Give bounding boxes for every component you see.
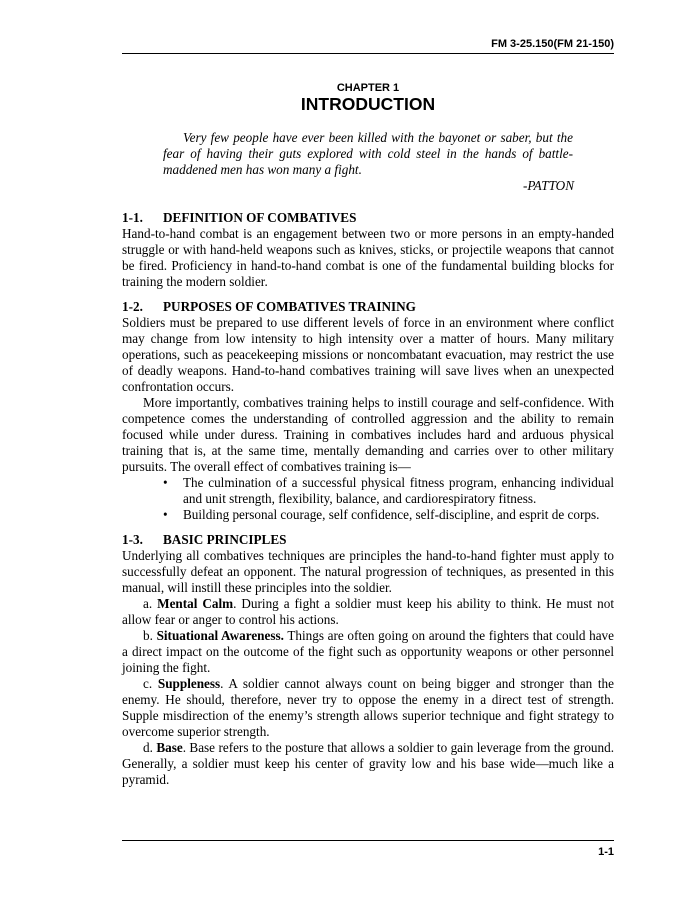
footer-rule xyxy=(122,840,614,841)
chapter-label: CHAPTER 1 xyxy=(336,82,400,94)
list-item xyxy=(163,475,614,507)
epigraph-attribution: -PATTON xyxy=(522,178,574,193)
section-number: 1-2. xyxy=(122,299,143,314)
bullet-icon: • xyxy=(163,475,168,490)
item-term: Situational Awareness. xyxy=(156,628,284,643)
section-title: BASIC PRINCIPLES xyxy=(163,532,287,547)
epigraph-text: Very few people have ever been killed with the bayonet or saber, but the fear of having their guts explored with cold steel in the hands of battle-maddened men has won many a fight. xyxy=(163,130,573,177)
section-definition xyxy=(122,210,614,290)
document-body xyxy=(122,210,614,788)
paragraph: More importantly, combatives training helps to instill courage and self-confidence. With competence comes the understanding of controlled aggression and the ability to remain focused while under duress. Training in combatives includes hard and arduous physical training that is, at the same time, mentally demanding and carries over to other military pursuits. The overall effect of combatives training is— xyxy=(122,395,614,474)
item-letter: d. xyxy=(143,740,153,755)
principle-item xyxy=(122,596,614,628)
item-letter: b. xyxy=(143,628,153,643)
document-id: FM 3-25.150(FM 21-150) xyxy=(491,38,614,50)
chapter-title: INTRODUCTION xyxy=(300,94,436,114)
item-letter: c. xyxy=(143,676,153,691)
section-title: DEFINITION OF COMBATIVES xyxy=(163,210,357,225)
item-text: . Base refers to the posture that allows a soldier to gain leverage from the ground. Generally, a soldier must keep his center of gravity low and his base wide—much like a pyramid. xyxy=(122,740,615,787)
section-title: PURPOSES OF COMBATIVES TRAINING xyxy=(163,299,416,314)
paragraph: Underlying all combatives techniques are principles the hand-to-hand fighter must apply to successfully defeat an opponent. The natural progression of techniques, as presented in this manual, will instill these principles into the soldier. xyxy=(122,548,614,595)
item-text: . During a fight a soldier must keep his ability to think. He must not allow fear or anger to control his actions. xyxy=(122,596,614,627)
principle-item xyxy=(122,740,614,788)
item-term: Mental Calm xyxy=(157,596,234,611)
section-heading xyxy=(122,210,614,226)
item-term: Suppleness xyxy=(157,676,221,691)
bullet-list xyxy=(122,475,614,523)
paragraph: Soldiers must be prepared to use different levels of force in an environment where conflict may change from low intensity to high intensity over a matter of hours. Many military operations, such as peacekeeping missions or noncombatant evacuation, may restrict the use of deadly weapons. Hand-to-hand combatives training will save lives when an unexpected confrontation occurs. xyxy=(122,315,614,394)
principle-item xyxy=(122,628,614,676)
section-number: 1-3. xyxy=(122,532,143,547)
section-basic-principles xyxy=(122,532,614,788)
section-number: 1-1. xyxy=(122,210,143,225)
section-heading xyxy=(122,532,614,548)
header-rule xyxy=(122,53,614,54)
list-item-text: The culmination of a successful physical fitness program, enhancing individual and unit strength, flexibility, balance, and cardiorespiratory fitness. xyxy=(183,475,614,506)
section-purposes xyxy=(122,299,614,523)
list-item xyxy=(163,507,614,523)
paragraph: Hand-to-hand combat is an engagement between two or more persons in an empty-handed struggle or with hand-held weapons such as knives, sticks, or projectile weapons that cannot be fired. Proficiency in hand-to-hand combat is one of the fundamental building blocks for training the modern soldier. xyxy=(122,226,614,289)
item-text: . A soldier cannot always count on being bigger and stronger than the enemy. He should, therefore, never try to oppose the enemy in a direct test of strength. Supple misdirection of the enemy’s strength allows superior technique and fight strategy to overcome superior strength. xyxy=(122,676,615,739)
item-letter: a. xyxy=(143,596,153,611)
item-term: Base xyxy=(156,740,183,755)
section-heading xyxy=(122,299,614,315)
page-number: 1-1 xyxy=(598,846,614,858)
item-text: Things are often going on around the fighters that could have a direct impact on the outcome of the fight such as opportunity weapons or other personnel joining the fight. xyxy=(122,628,615,675)
list-item-text: Building personal courage, self confidence, self-discipline, and esprit de corps. xyxy=(183,507,600,522)
principle-item xyxy=(122,676,614,740)
bullet-icon: • xyxy=(163,507,168,522)
